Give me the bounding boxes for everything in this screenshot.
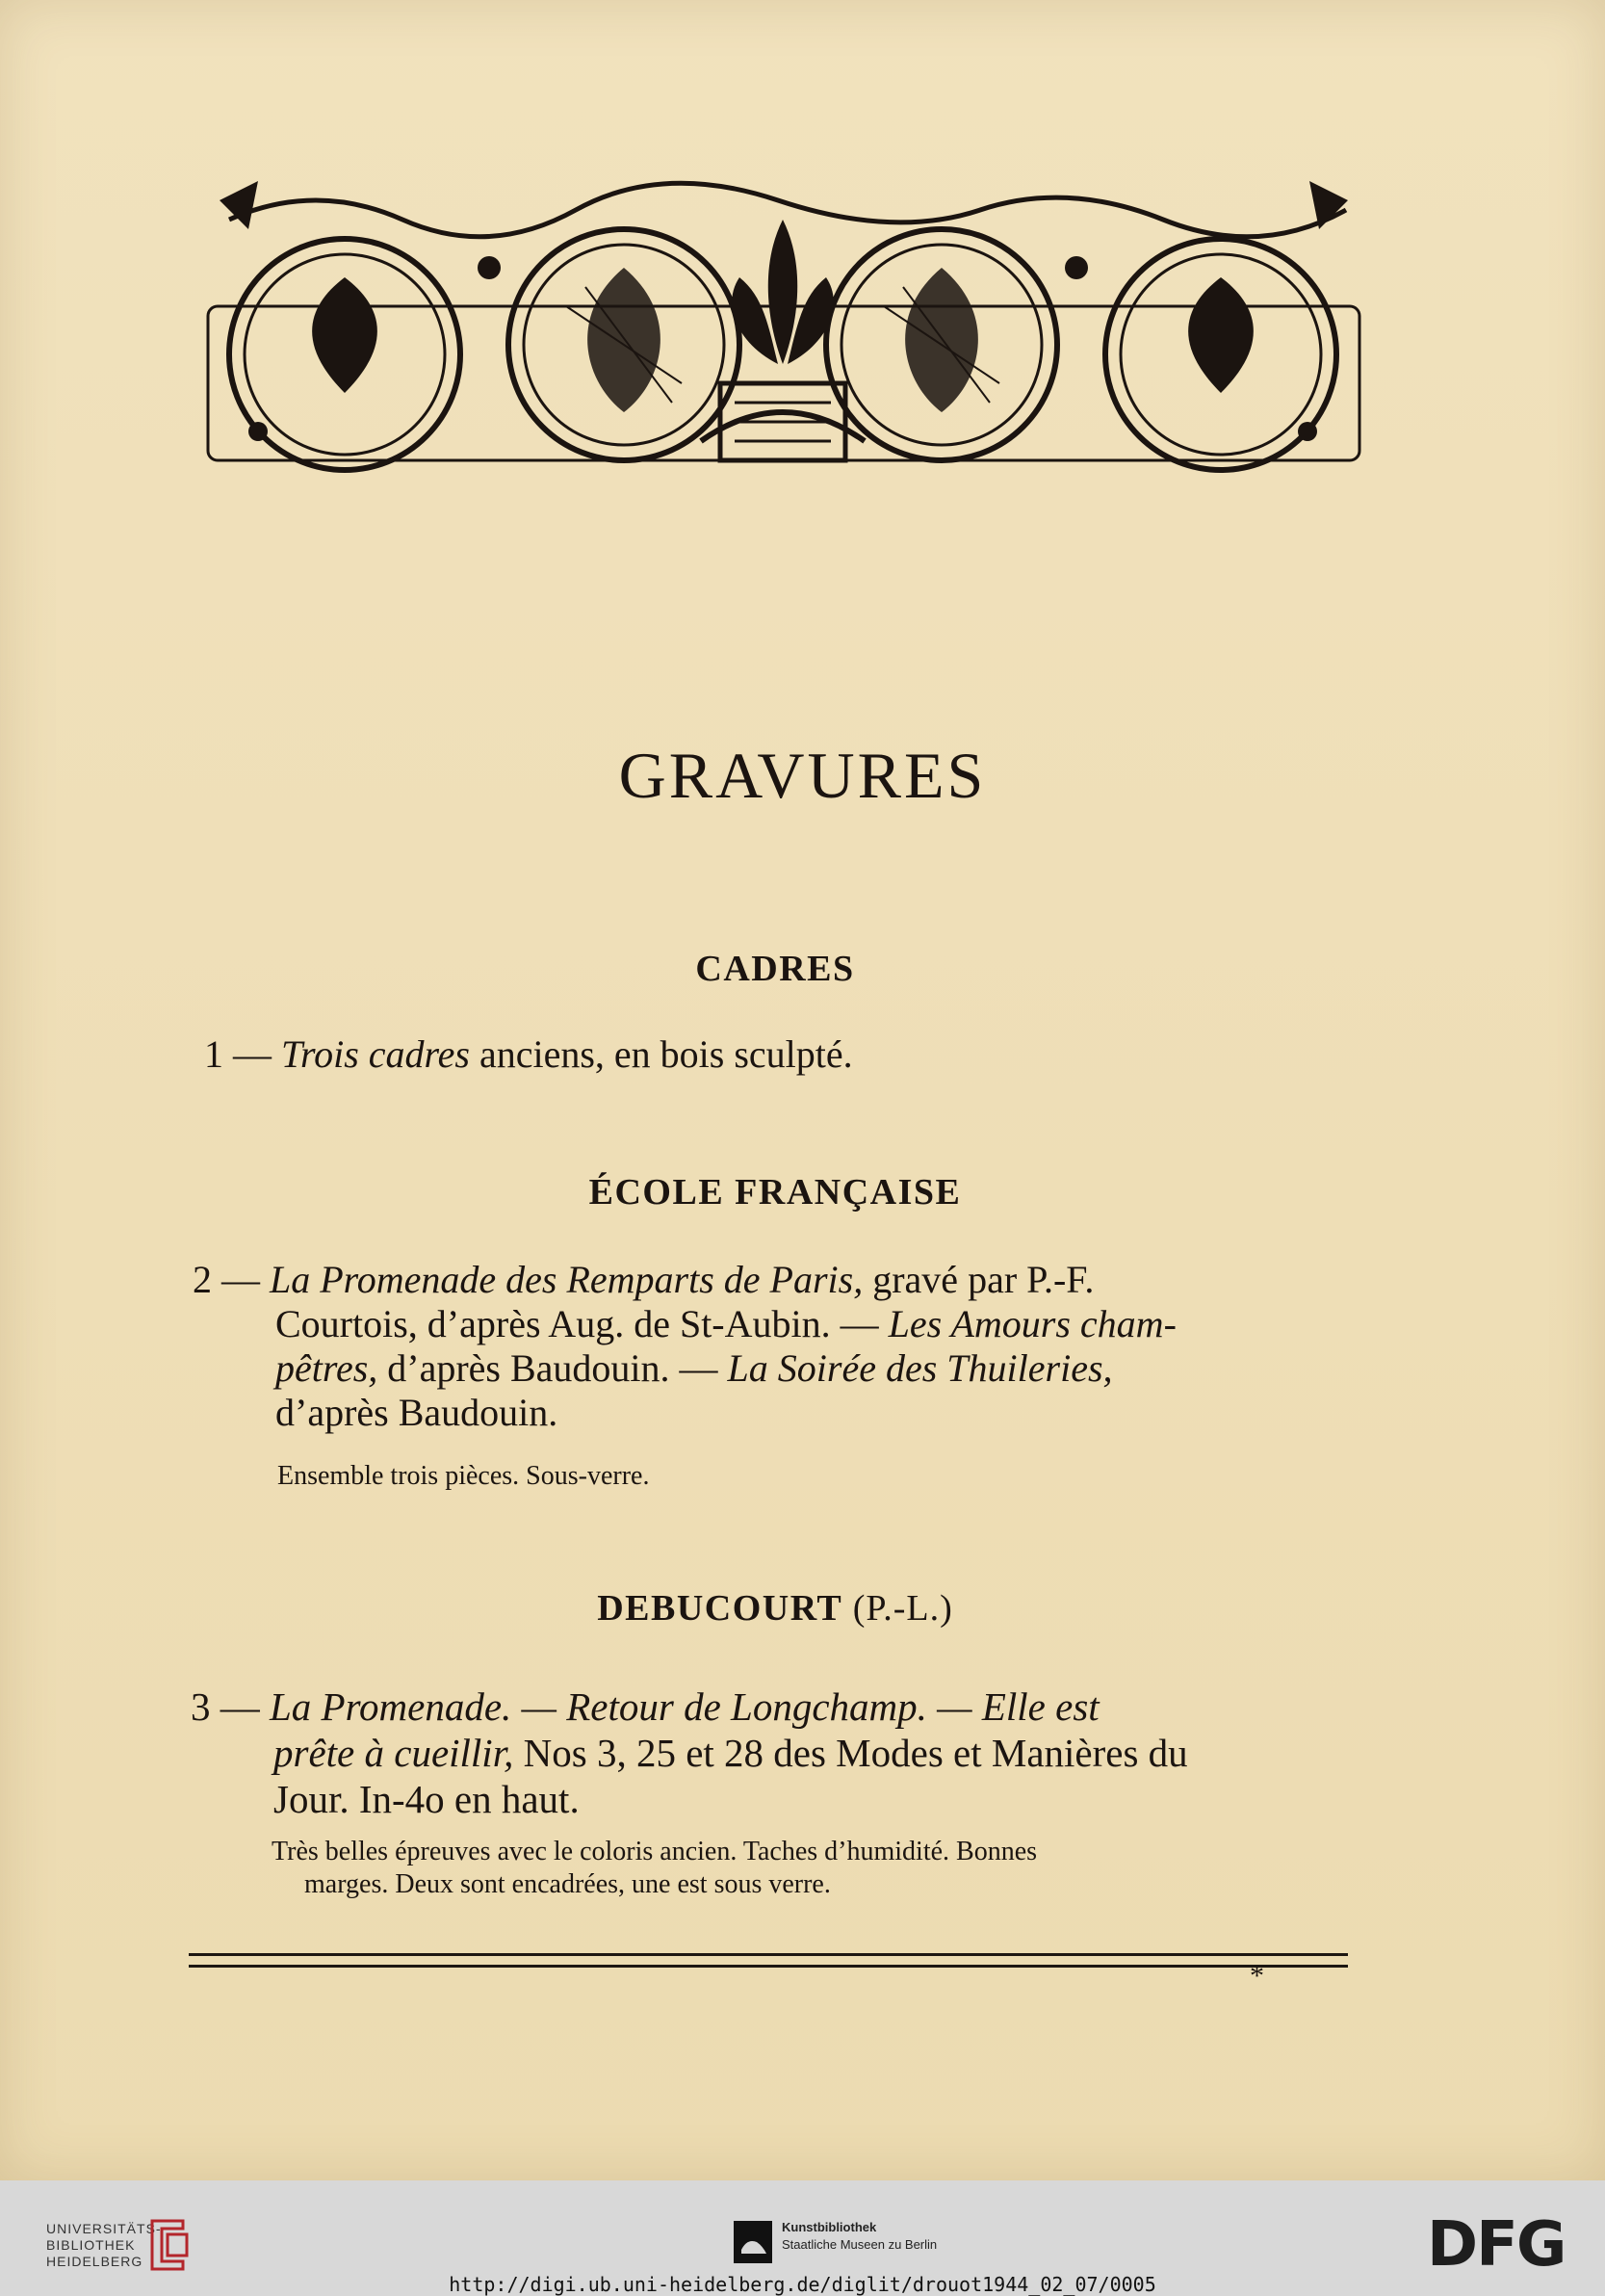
lot-text: Jour. In-4o en haut.	[273, 1777, 580, 1821]
lot-note	[272, 1836, 1359, 1901]
lot-dash: —	[223, 1032, 281, 1076]
kunstbibliothek-logo-icon	[734, 2221, 772, 2263]
section-heading-ecole-francaise: ÉCOLE FRANÇAISE	[588, 1172, 962, 1213]
lot-title: prête à cueillir,	[273, 1731, 514, 1775]
lot-line	[191, 1730, 1358, 1776]
lot-line: 3 — La Promenade. — Retour de Longchamp. — Elle est	[191, 1684, 1100, 1729]
lot-title: Les Amours cham-	[888, 1302, 1177, 1345]
lot-title: La Promenade. — Retour de Longchamp. — Elle est	[270, 1684, 1100, 1729]
lot-title: La Promenade des Remparts de Paris,	[270, 1258, 864, 1301]
section-heading-cadres: CADRES	[695, 949, 855, 989]
lot-line: 2 — La Promenade des Remparts de Paris, gravé par P.-F.	[193, 1258, 1095, 1301]
lot-line	[191, 1776, 1358, 1822]
lot-title: pêtres,	[275, 1346, 378, 1390]
lot-line	[193, 1346, 1358, 1391]
artist-initials: (P.-L.)	[842, 1588, 953, 1629]
lot-line	[193, 1302, 1358, 1346]
kunstbibliothek-label: Kunstbibliothek Staatliche Museen zu Berlin	[782, 2220, 938, 2252]
artist-name: DEBUCOURT	[597, 1588, 843, 1629]
heidelberg-logo-icon	[144, 2217, 193, 2273]
lot-text: gravé par P.-F.	[863, 1258, 1095, 1301]
university-library-name: UNIVERSITÄTS- BIBLIOTHEK HEIDELBERG	[46, 2221, 162, 2269]
lot-title: La Soirée des Thuileries,	[727, 1346, 1113, 1390]
section-heading-debucourt	[0, 1587, 1550, 1630]
lot-note: Ensemble trois pièces. Sous-verre.	[277, 1461, 650, 1491]
asterisk-mark: *	[1250, 1960, 1264, 1992]
lot-text: Courtois, d’après Aug. de St-Aubin. —	[275, 1302, 889, 1345]
lot-number: 2	[193, 1258, 212, 1301]
lot-text: d’après Baudouin.	[275, 1391, 558, 1434]
lot-number: 1	[204, 1032, 223, 1076]
lot-note-line: Très belles épreuves avec le coloris ancien. Taches d’humidité. Bonnes	[272, 1837, 1038, 1866]
double-rule-top	[189, 1953, 1348, 1956]
lot-number: 3	[191, 1684, 211, 1729]
lot-line	[193, 1391, 1358, 1435]
lot-text: Nos 3, 25 et 28 des Modes et Manières du	[513, 1731, 1188, 1775]
lot-2	[193, 1258, 1358, 1435]
lot-1	[204, 1032, 853, 1077]
lot-note-line: marges. Deux sont encadrées, une est sous verre.	[304, 1869, 831, 1899]
lot-text: d’après Baudouin. —	[377, 1346, 728, 1390]
page-title: GRAVURES	[618, 739, 987, 812]
double-rule-bottom	[189, 1965, 1348, 1968]
page-url[interactable]: http://digi.ub.uni-heidelberg.de/diglit/drouot1944_02_07/0005	[449, 2273, 1156, 2296]
floral-ornament-header	[200, 162, 1367, 482]
dfg-logo: DFG	[1427, 2209, 1566, 2281]
lot-3	[191, 1683, 1358, 1822]
lot-title: Trois cadres	[281, 1032, 470, 1076]
digitization-footer	[0, 2180, 1605, 2296]
lot-description: anciens, en bois sculpté.	[469, 1032, 853, 1076]
